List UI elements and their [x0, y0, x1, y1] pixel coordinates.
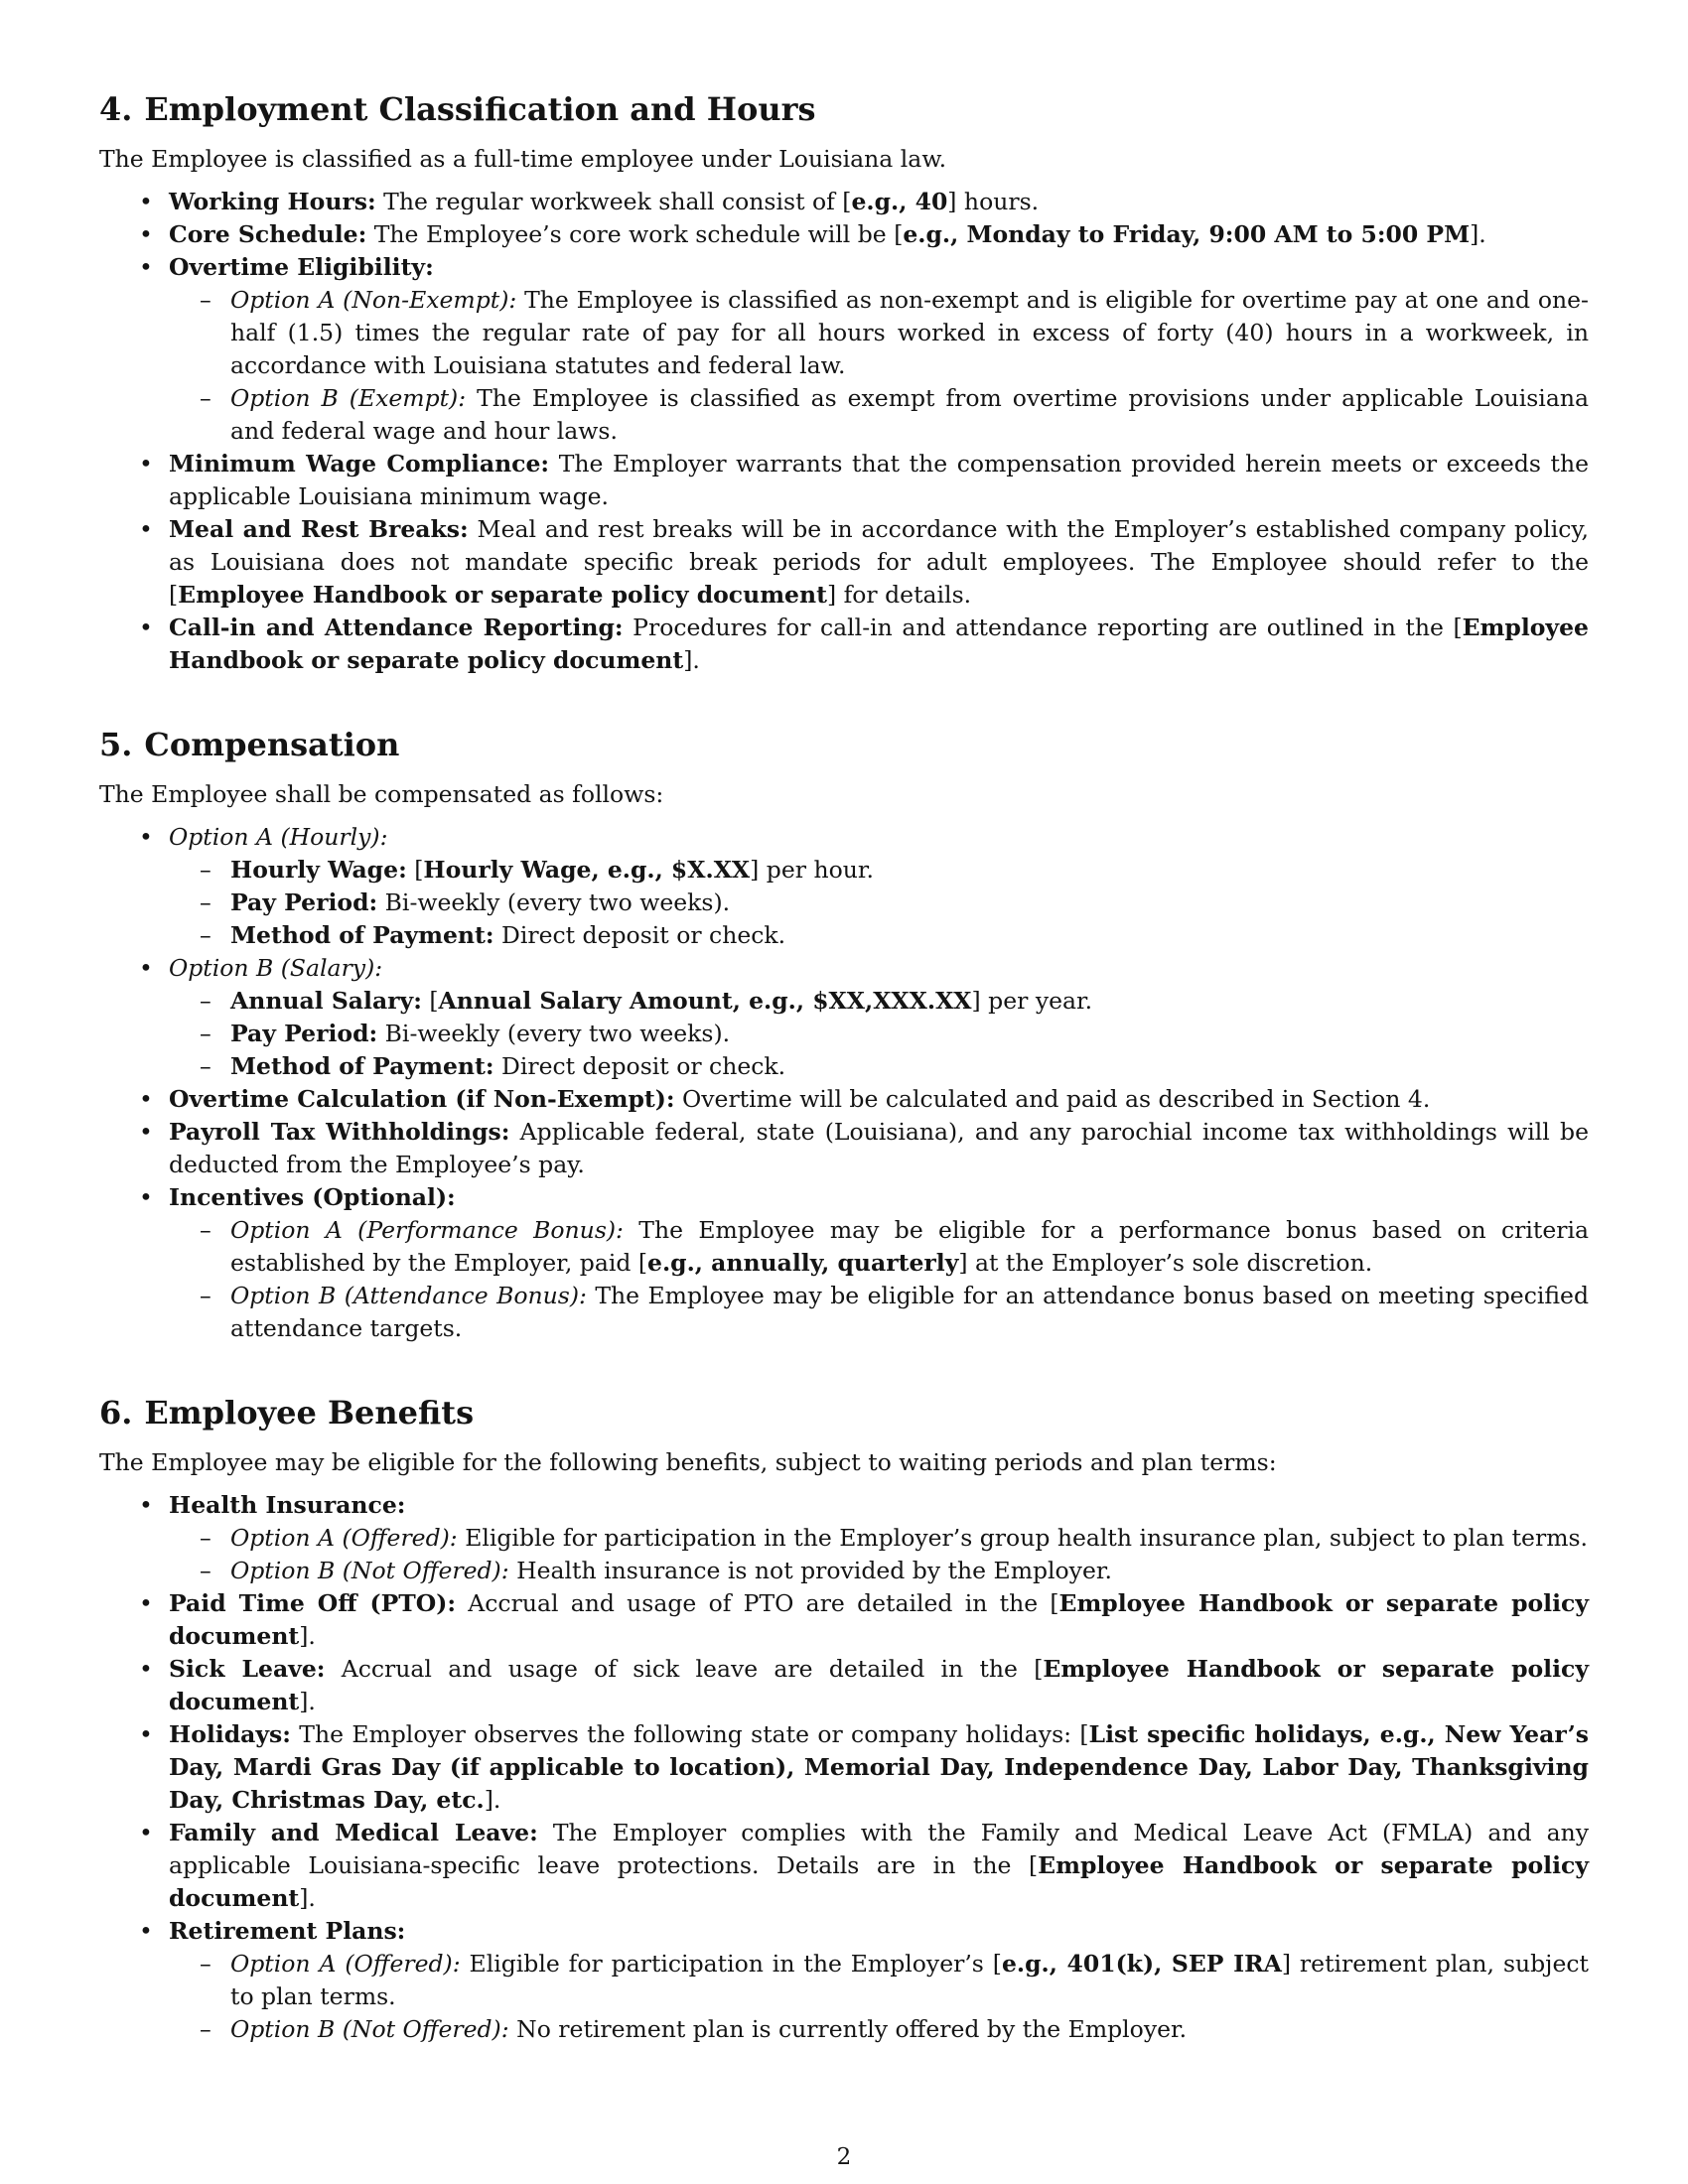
list-item-holidays: • Holidays: The Employer observes the following state or company holidays: [List specific holidays, e.g., New Year’s Day, Mardi Gras Day (if applicable to location), Memorial Day, Independence Day, Labor Day, Thanksgiving Day, Christmas Day, etc.].	[169, 1718, 1589, 1817]
section-heading: 5. Compensation	[99, 726, 400, 763]
section-5	[99, 725, 1589, 1345]
list-item-core-schedule: • Core Schedule: The Employee’s core work schedule will be [e.g., Monday to Friday, 9:00 AM to 5:00 PM].	[169, 218, 1589, 251]
sub-item-payment-method: – Method of Payment: Direct deposit or check.	[230, 919, 1589, 952]
list-item-sick-leave: • Sick Leave: Accrual and usage of sick leave are detailed in the [Employee Handbook or separate policy document].	[169, 1653, 1589, 1718]
sub-item-option-a: – Option A (Non-Exempt): The Employee is classified as non-exempt and is eligible for overtime pay at one and one-half (1.5) times the regular rate of pay for all hours worked in excess of forty (40) hours in a workweek, in accordance with Louisiana statutes and federal law.	[230, 284, 1589, 382]
section-intro: The Employee may be eligible for the following benefits, subject to waiting periods and plan terms:	[99, 1448, 1277, 1476]
sub-item-option-b: – Option B (Not Offered): No retirement plan is currently offered by the Employer.	[230, 2013, 1589, 2046]
list-item-call-in: • Call-in and Attendance Reporting: Procedures for call-in and attendance reporting are outlined in the [Employee Handbook or separate policy document].	[169, 612, 1589, 677]
section-heading: 4. Employment Classification and Hours	[99, 90, 816, 128]
list-item-health-insurance: • Health Insurance: – Option A (Offered): Eligible for participation in the Employer’s group health insurance plan, subject to plan terms. – Option B (Not Offered): Health insurance is not provided by the Employer.	[169, 1489, 1589, 1587]
sub-item-pay-period: – Pay Period: Bi-weekly (every two weeks).	[230, 1018, 1589, 1050]
sub-item-option-a: – Option A (Offered): Eligible for participation in the Employer’s group health insurance plan, subject to plan terms.	[230, 1522, 1589, 1555]
section-heading: 6. Employee Benefits	[99, 1394, 475, 1432]
section-list	[99, 186, 1589, 677]
sub-list	[169, 1214, 1589, 1345]
sub-list	[169, 985, 1589, 1083]
section-list	[99, 821, 1589, 1345]
document-page	[99, 89, 1589, 2094]
sub-item-performance-bonus: – Option A (Performance Bonus): The Employee may be eligible for a performance bonus based on criteria established by the Employer, paid [e.g., annually, quarterly] at the Employer’s sole discretion.	[230, 1214, 1589, 1280]
list-item-option-salary: • Option B (Salary): – Annual Salary: [Annual Salary Amount, e.g., $XX,XXX.XX] per year. – Pay Period: Bi-weekly (every two weeks). – Method of Payment: Direct deposit or check.	[169, 952, 1589, 1083]
sub-item-annual-salary: – Annual Salary: [Annual Salary Amount, e.g., $XX,XXX.XX] per year.	[230, 985, 1589, 1018]
sub-list	[169, 1522, 1589, 1587]
list-item-working-hours: • Working Hours: The regular workweek shall consist of [e.g., 40] hours.	[169, 186, 1589, 218]
list-item-meal-breaks: • Meal and Rest Breaks: Meal and rest breaks will be in accordance with the Employer’s established company policy, as Louisiana does not mandate specific break periods for adult employees. The Employee should refer to the [Employee Handbook or separate policy document] for details.	[169, 513, 1589, 612]
section-intro: The Employee is classified as a full-time employee under Louisiana law.	[99, 145, 947, 173]
list-item-retirement-plans: • Retirement Plans: – Option A (Offered): Eligible for participation in the Employer’s [e.g., 401(k), SEP IRA] retirement plan, subject to plan terms. – Option B (Not Offered): No retirement plan is currently offered by the Employer.	[169, 1915, 1589, 2046]
sub-item-option-b: – Option B (Exempt): The Employee is classified as exempt from overtime provisions under applicable Louisiana and federal wage and hour laws.	[230, 382, 1589, 448]
list-item-payroll-tax: • Payroll Tax Withholdings: Applicable federal, state (Louisiana), and any parochial income tax withholdings will be deducted from the Employee’s pay.	[169, 1116, 1589, 1181]
list-item-overtime-calculation: • Overtime Calculation (if Non-Exempt): Overtime will be calculated and paid as described in Section 4.	[169, 1083, 1589, 1116]
list-item-pto: • Paid Time Off (PTO): Accrual and usage of PTO are detailed in the [Employee Handbook or separate policy document].	[169, 1587, 1589, 1653]
section-list	[99, 1489, 1589, 2046]
sub-list	[169, 854, 1589, 952]
sub-item-pay-period: – Pay Period: Bi-weekly (every two weeks).	[230, 887, 1589, 919]
list-item-incentives: • Incentives (Optional): – Option A (Performance Bonus): The Employee may be eligible for a performance bonus based on criteria established by the Employer, paid [e.g., annually, quarterly] at the Employer’s sole discretion. – Option B (Attendance Bonus): The Employee may be eligible for an attendance bonus based on meeting specified attendance targets.	[169, 1181, 1589, 1345]
list-item-family-medical-leave: • Family and Medical Leave: The Employer complies with the Family and Medical Leave Act (FMLA) and any applicable Louisiana-specific leave protections. Details are in the [Employee Handbook or separate policy document].	[169, 1817, 1589, 1915]
sub-item-hourly-wage: – Hourly Wage: [Hourly Wage, e.g., $X.XX] per hour.	[230, 854, 1589, 887]
section-6	[99, 1393, 1589, 2046]
section-intro: The Employee shall be compensated as follows:	[99, 780, 664, 808]
sub-item-option-a: – Option A (Offered): Eligible for participation in the Employer’s [e.g., 401(k), SEP IRA] retirement plan, subject to plan terms.	[230, 1948, 1589, 2013]
list-item-minimum-wage: • Minimum Wage Compliance: The Employer warrants that the compensation provided herein meets or exceeds the applicable Louisiana minimum wage.	[169, 448, 1589, 513]
sub-item-option-b: – Option B (Not Offered): Health insurance is not provided by the Employer.	[230, 1555, 1589, 1587]
page-number: 2	[836, 2144, 852, 2170]
sub-item-attendance-bonus: – Option B (Attendance Bonus): The Employee may be eligible for an attendance bonus based on meeting specified attendance targets.	[230, 1280, 1589, 1345]
sub-list	[169, 1948, 1589, 2046]
section-4	[99, 89, 1589, 677]
list-item-option-hourly: • Option A (Hourly): – Hourly Wage: [Hourly Wage, e.g., $X.XX] per hour. – Pay Period: Bi-weekly (every two weeks). – Method of Payment: Direct deposit or check.	[169, 821, 1589, 952]
sub-item-payment-method: – Method of Payment: Direct deposit or check.	[230, 1050, 1589, 1083]
list-item-overtime-eligibility: • Overtime Eligibility: – Option A (Non-Exempt): The Employee is classified as non-exempt and is eligible for overtime pay at one and one-half (1.5) times the regular rate of pay for all hours worked in excess of forty (40) hours in a workweek, in accordance with Louisiana statutes and federal law. – Option B (Exempt): The Employee is classified as exempt from overtime provisions under applicable Louisiana and federal wage and hour laws.	[169, 251, 1589, 448]
sub-list	[169, 284, 1589, 448]
